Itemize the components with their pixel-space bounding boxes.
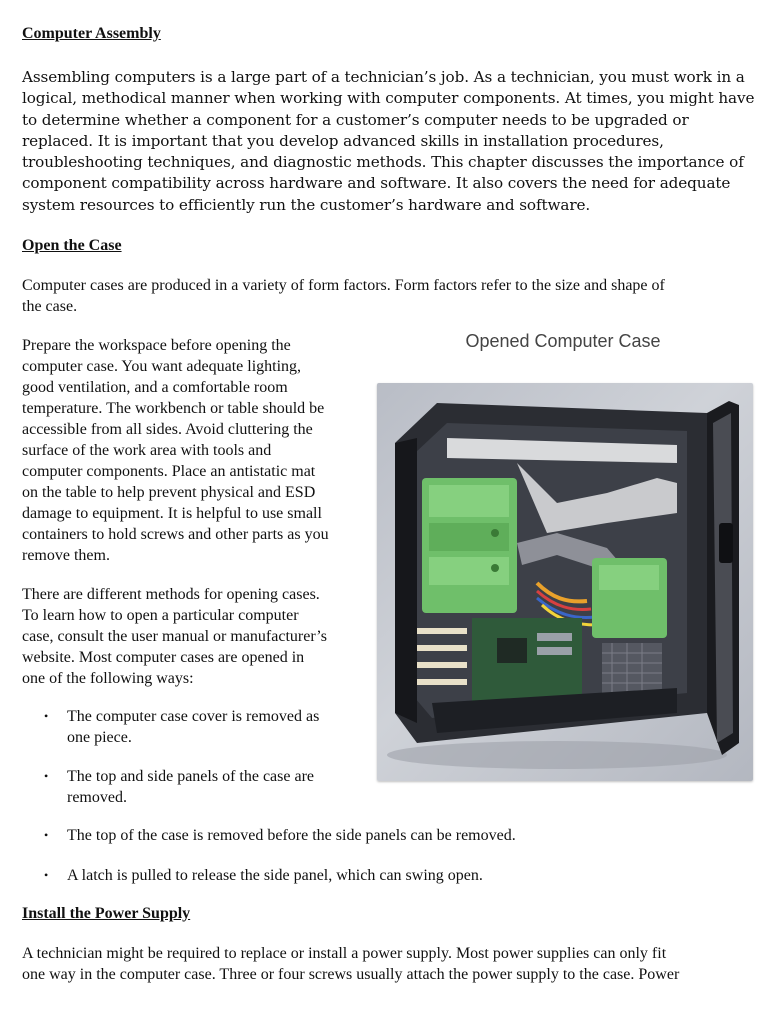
text-line: remove them. [22, 547, 110, 564]
text-line: website. Most computer cases are opened in [22, 649, 305, 666]
text-line: accessible from all sides. Avoid cluttering the [22, 421, 313, 438]
text-line: surface of the work area with tools and [22, 442, 272, 459]
text-line: temperature. The workbench or table should be [22, 400, 325, 417]
text-line: component compatibility across hardware and software. It also covers the need for adequate [22, 174, 731, 193]
heading-computer-assembly: Computer Assembly [22, 25, 161, 42]
text-line: the case. [22, 298, 78, 315]
text-line: There are different methods for opening cases. [22, 586, 320, 603]
heading-install-power-supply: Install the Power Supply [22, 905, 191, 922]
bullet-list-opening-methods [22, 706, 319, 748]
text-line: one of the following ways: [22, 670, 194, 687]
text-line: system resources to efficiently run the customer’s hardware and software. [22, 195, 591, 214]
heading-open-the-case: Open the Case [22, 237, 122, 254]
text-line: good ventilation, and a comfortable room [22, 379, 288, 396]
list-item [22, 825, 516, 846]
text-line: removed. [67, 789, 127, 806]
paragraph-workspace [22, 335, 367, 566]
paragraph-opening-methods [22, 584, 367, 689]
text-line: logical, methodical manner when working with computer components. At times, you might have [22, 89, 755, 108]
text-line: one piece. [67, 729, 132, 746]
paragraph-assembly [22, 67, 754, 216]
figure-title: Opened Computer Case [465, 331, 661, 351]
text-line: computer case. You want adequate lighting, [22, 358, 302, 375]
text-line: • The top and side panels of the case are [67, 768, 315, 785]
text-line: one way in the computer case. Three or four screws usually attach the power supply to the case. Power [22, 966, 680, 983]
text-line: Assembling computers is a large part of a technician’s job. As a technician, you must work in a [22, 68, 745, 86]
text-line: replaced. It is important that you develop advanced skills in installation procedures, [22, 131, 664, 150]
list-item [22, 766, 314, 808]
bullet-list-opening-methods-2 [22, 766, 314, 808]
text-line: computer components. Place an antistatic mat [22, 463, 316, 480]
text-line: to determine whether a component for a customer’s computer needs to be upgraded or [22, 110, 689, 129]
computer-case-illustration [377, 383, 753, 781]
text-line: case, consult the user manual or manufacturer’s [22, 628, 327, 645]
text-line: damage to equipment. It is helpful to use small [22, 505, 322, 522]
text-line: containers to hold screws and other parts as you [22, 526, 329, 543]
bullet-list-opening-methods-3 [22, 825, 516, 846]
list-item [22, 706, 319, 748]
text-line: • A latch is pulled to release the side panel, which can swing open. [67, 867, 483, 884]
list-item [22, 865, 483, 886]
text-line: • The top of the case is removed before the side panels can be removed. [67, 827, 516, 844]
text-line: on the table to help prevent physical and ESD [22, 484, 316, 501]
text-line: Prepare the workspace before opening the [22, 337, 291, 354]
text-line: troubleshooting techniques, and diagnostic methods. This chapter discusses the importance of [22, 153, 744, 172]
opened-computer-case-photo [377, 383, 753, 781]
text-line: Computer cases are produced in a variety of form factors. Form factors refer to the size and shape of [22, 277, 665, 294]
figure-opened-computer-case [373, 325, 753, 785]
text-line: To learn how to open a particular computer [22, 607, 299, 624]
text-line: A technician might be required to replace or install a power supply. Most power supplies can only fit [22, 945, 667, 962]
bullet-list-opening-methods-4 [22, 865, 483, 886]
paragraph-power-supply [22, 943, 679, 985]
paragraph-form-factors [22, 275, 665, 317]
text-line: • The computer case cover is removed as [67, 708, 320, 725]
